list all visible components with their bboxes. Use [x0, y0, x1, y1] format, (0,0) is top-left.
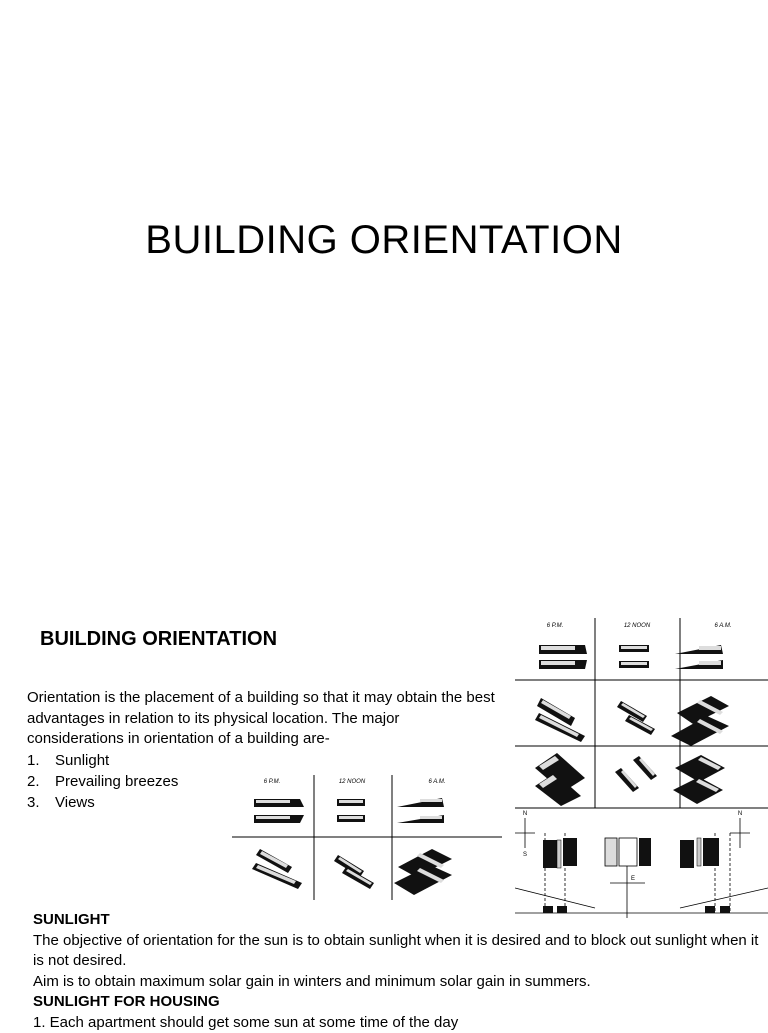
- slide-heading: BUILDING ORIENTATION: [40, 628, 277, 651]
- building-blocks-small-row-2: [252, 849, 452, 895]
- sunlight-aim: Aim is to obtain maximum solar gain in winters and minimum solar gain in summers.: [33, 972, 763, 993]
- compass-n-right: N: [738, 811, 742, 817]
- orientation-diagram-small: [232, 775, 502, 900]
- compass-n-left: N: [523, 811, 527, 817]
- time-label-noon: 12 NOON: [624, 623, 651, 629]
- sunlight-objective: The objective of orientation for the sun is to obtain sunlight when it is desired and to block out sunlight when it is not desired.: [33, 931, 763, 972]
- housing-heading: SUNLIGHT FOR HOUSING: [33, 992, 763, 1013]
- sunlight-section: [33, 910, 763, 1033]
- list-item: 2. Prevailing breezes: [27, 771, 178, 792]
- time-label-am: 6 A.M.: [714, 623, 731, 629]
- compass-e-center: E: [631, 876, 635, 882]
- building-blocks-row-3: [535, 753, 725, 806]
- building-blocks-row-2: [535, 696, 729, 746]
- building-blocks-row-1: [539, 645, 723, 669]
- housing-point: 1. Each apartment should get some sun at some time of the day: [33, 1013, 763, 1033]
- sunlight-heading: SUNLIGHT: [33, 910, 763, 931]
- compass-s-left: S: [523, 852, 527, 858]
- building-blocks-small-row-1: [254, 798, 444, 823]
- content-slide: [0, 585, 768, 1024]
- intro-paragraph: Orientation is the placement of a building so that it may obtain the best advantages in relation to its physical location. The major considerations in orientation of a building are-: [27, 688, 497, 750]
- considerations-list: [27, 750, 178, 813]
- time-label-pm: 6 P.M.: [547, 623, 564, 629]
- time-label-am-small: 6 A.M.: [428, 779, 445, 785]
- orientation-diagram-large: [515, 618, 768, 918]
- time-label-noon-small: 12 NOON: [339, 779, 366, 785]
- time-label-pm-small: 6 P.M.: [264, 779, 281, 785]
- list-item: 3. Views: [27, 792, 178, 813]
- list-item: 1. Sunlight: [27, 750, 178, 771]
- slide-title: BUILDING ORIENTATION: [0, 218, 768, 263]
- sun-angle-sections: [515, 811, 768, 918]
